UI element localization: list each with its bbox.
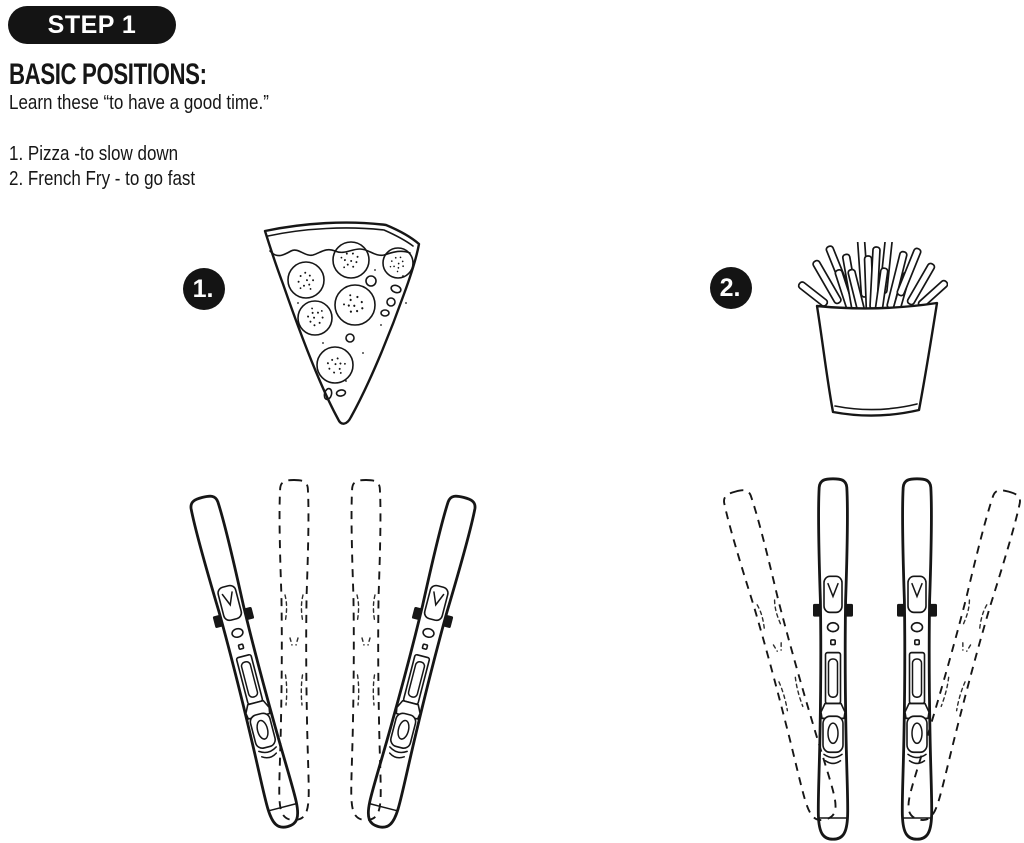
ski-left [813,479,853,839]
figure-1-number-badge [183,268,225,310]
step-badge-label: STEP 1 [47,10,137,39]
fries-carton [817,303,937,416]
figure-2-number: 2. [719,273,741,302]
parallel-skis-illustration [721,479,1023,839]
page-title: BASIC POSITIONS: [9,58,207,91]
ghost-ski-right [351,480,380,820]
french-fries-illustration [793,242,948,424]
pepperoni-group [288,242,413,383]
figure-2-number-badge [710,267,752,309]
ski-diagrams [170,460,1024,843]
list-item-pizza: 1. Pizza -to slow down [9,143,179,165]
subtitle: Learn these “to have a good time.” [9,92,269,114]
pizza-cheese-wave [270,249,410,256]
step-badge [8,6,176,44]
ski-left [183,492,307,831]
wedge-skis-illustration [183,480,483,832]
ski-right [897,479,937,839]
figure-1-number: 1. [192,274,214,303]
pizza-crust-line [268,228,413,246]
position-list [9,142,195,192]
pizza-slice-illustration [253,213,438,435]
ghost-ski-left [279,480,308,820]
list-item-french-fry: 2. French Fry - to go fast [9,168,196,190]
